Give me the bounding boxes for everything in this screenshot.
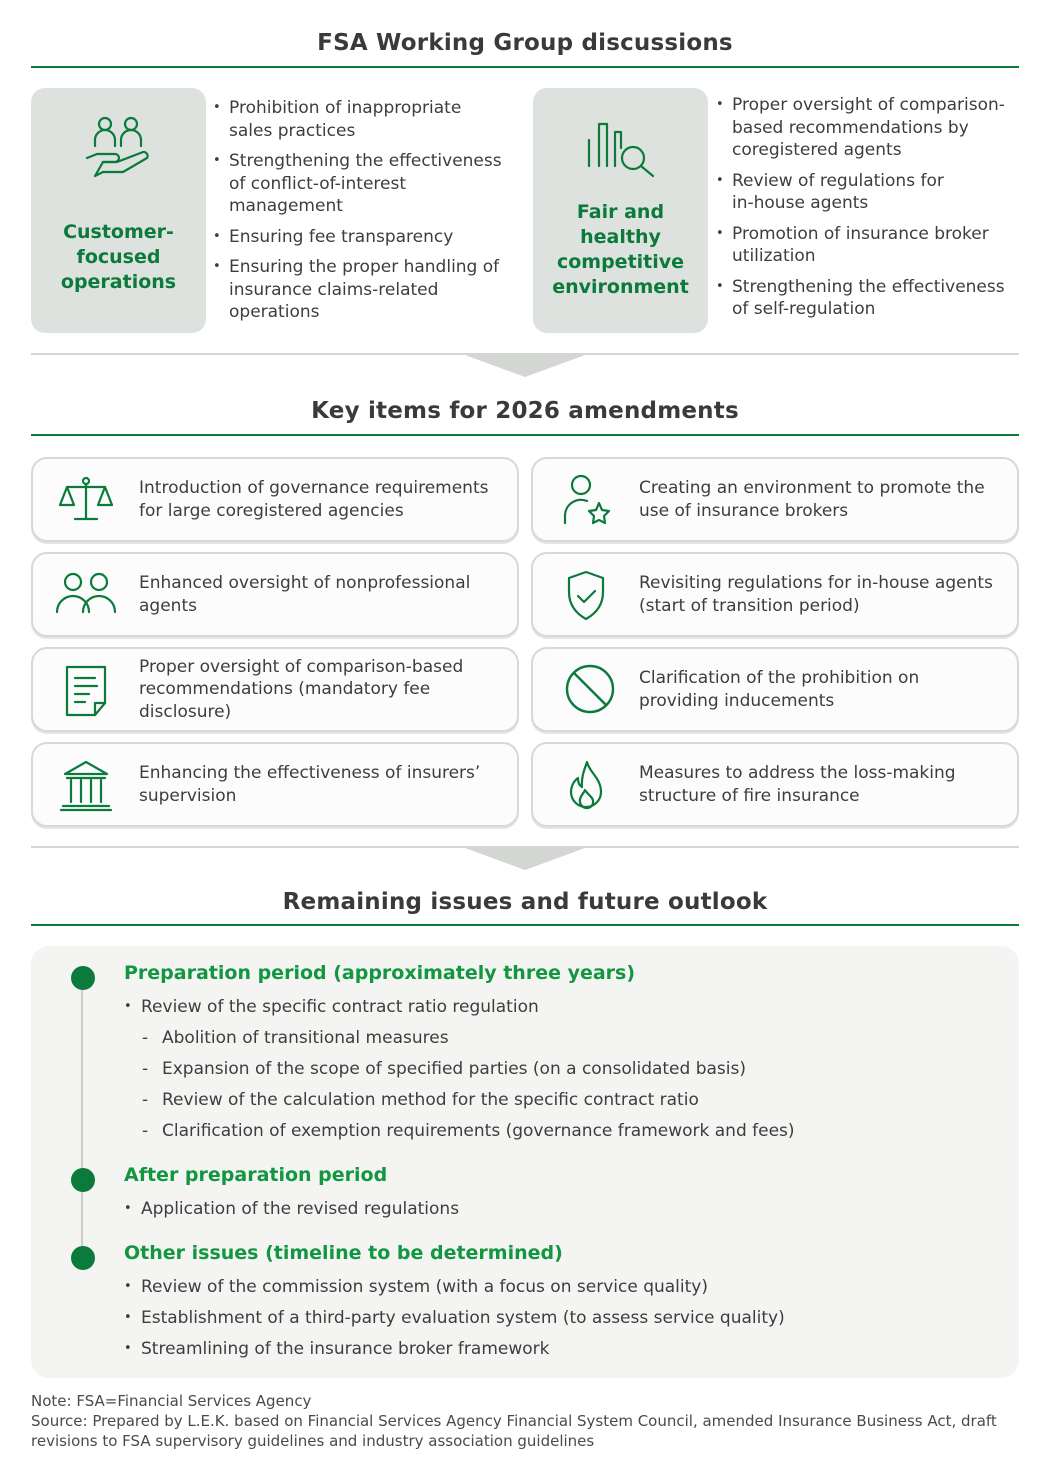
list-item: - Abolition of transitional measures [124, 1027, 795, 1058]
amendment-card [31, 742, 519, 827]
amendment-card [531, 457, 1019, 542]
phase-title-preparation: Preparation period (approximately three years) [124, 962, 636, 984]
institution-icon [53, 758, 119, 814]
outlook-title: Remaining issues and future outlook [282, 889, 768, 915]
phase-title-after: After preparation period [124, 1164, 388, 1186]
amendment-card [31, 552, 519, 637]
amendment-card [531, 742, 1019, 827]
amendment-text: Measures to address the loss-making structure of fire insurance [639, 763, 956, 806]
list-item: - Review of the calculation method for the specific contract ratio [124, 1089, 795, 1120]
down-arrow-icon [465, 848, 585, 870]
list-item: • Prohibition of inappropriate sales practices [213, 97, 533, 142]
bar-chart-magnifier-icon [581, 118, 661, 182]
list-item: • Strengthening the effectiveness of self-regulation [716, 276, 1036, 321]
list-item: • Review of the commission system (with a focus on service quality) [124, 1276, 785, 1307]
list-item: • Application of the revised regulations [124, 1198, 459, 1229]
amendment-text: Enhanced oversight of nonprofessional agents [139, 573, 471, 616]
outlook-rule [31, 924, 1019, 926]
timeline-dot [71, 966, 95, 990]
discussions-title: FSA Working Group discussions [317, 30, 733, 56]
list-item: • Review of regulations for in-house agents [716, 170, 1036, 215]
timeline-dot [71, 1168, 95, 1192]
topic-customer-focused [31, 88, 206, 333]
scales-icon [53, 473, 119, 529]
phase-title-other: Other issues (timeline to be determined) [124, 1242, 563, 1264]
topic-label: Fair and healthy competitive environment [552, 201, 689, 298]
topic-label: Customer- focused operations [60, 221, 177, 293]
document-icon [53, 663, 119, 719]
person-star-icon [553, 473, 619, 529]
topic-fair-competition [533, 88, 708, 333]
prohibited-icon [553, 663, 619, 719]
down-arrow-icon [465, 355, 585, 377]
amendment-text: Revisiting regulations for in-house agents (start of transition period) [639, 573, 993, 616]
topic-bullets-fair [716, 94, 1036, 329]
list-item: • Promotion of insurance broker utilization [716, 223, 1036, 268]
amendment-card [31, 647, 519, 732]
footnote-note: Note: FSA=Financial Services Agency [31, 1392, 312, 1410]
amendment-text: Enhancing the effectiveness of insurers’ supervision [139, 763, 481, 806]
flame-icon [553, 758, 619, 814]
topic-bullets-customer [213, 97, 533, 332]
list-item: • Streamlining of the insurance broker framework [124, 1338, 785, 1369]
list-item: • Ensuring the proper handling of insurance claims-related operations [213, 256, 533, 324]
list-item: • Review of the specific contract ratio regulation [124, 996, 795, 1027]
hands-people-icon [83, 114, 155, 182]
phase-list-preparation [124, 996, 795, 1151]
amendment-text: Clarification of the prohibition on providing inducements [639, 668, 920, 711]
amendments-title: Key items for 2026 amendments [311, 398, 739, 424]
list-item: • Ensuring fee transparency [213, 226, 533, 249]
amendment-card [531, 647, 1019, 732]
timeline-dot [71, 1246, 95, 1270]
amendment-text: Creating an environment to promote the use of insurance brokers [639, 478, 985, 521]
footnote-source: Source: Prepared by L.E.K. based on Financial Services Agency Financial System Council, amended Insurance Business Act, draft revisions to FSA supervisory guidelines and industry association guidelines [31, 1412, 997, 1450]
timeline-line [81, 978, 83, 1260]
list-item: - Clarification of exemption requirements (governance framework and fees) [124, 1120, 795, 1151]
phase-list-other [124, 1276, 785, 1369]
list-item: - Expansion of the scope of specified parties (on a consolidated basis) [124, 1058, 795, 1089]
shield-check-icon [553, 568, 619, 624]
list-item: • Establishment of a third-party evaluation system (to assess service quality) [124, 1307, 785, 1338]
discussions-rule [31, 66, 1019, 68]
amendment-card [31, 457, 519, 542]
list-item: • Proper oversight of comparison- based recommendations by coregistered agents [716, 94, 1036, 162]
list-item: • Strengthening the effectiveness of conflict-of-interest management [213, 150, 533, 218]
two-people-icon [53, 568, 119, 624]
amendments-rule [31, 434, 1019, 436]
phase-list-after [124, 1198, 459, 1229]
amendment-text: Proper oversight of comparison-based recommendations (mandatory fee disclosure) [139, 656, 464, 722]
amendment-card [531, 552, 1019, 637]
amendment-text: Introduction of governance requirements for large coregistered agencies [139, 478, 489, 521]
